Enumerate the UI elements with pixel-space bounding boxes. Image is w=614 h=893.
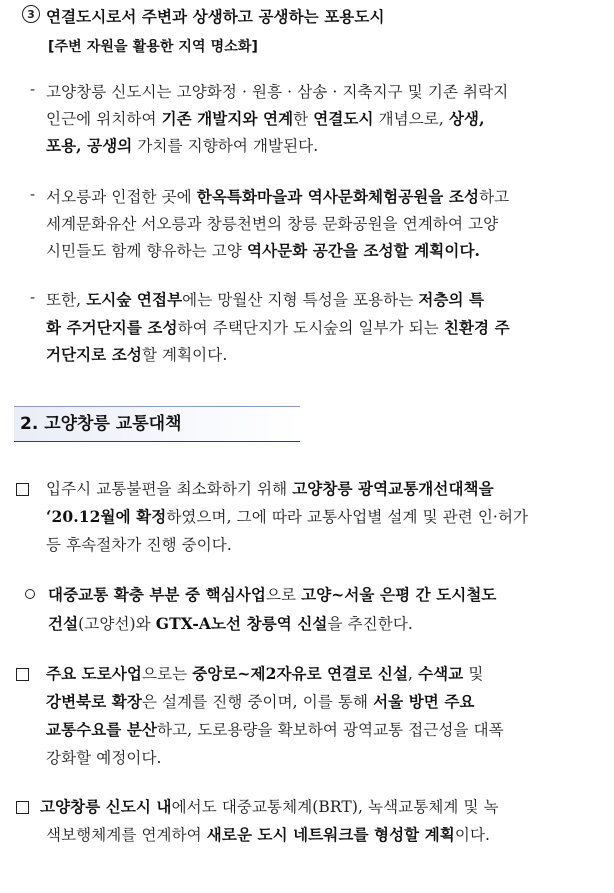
text: 하고, 도로용량을 확보하여 광역교통 접근성을 대폭 — [157, 721, 504, 739]
text: 에는 망월산 지형 특성을 포용하는 — [182, 291, 419, 309]
item-line — [46, 662, 483, 684]
bullet-line — [46, 239, 480, 261]
item-line — [48, 612, 413, 634]
bold-text: 한옥특화마을과 역사문화체험공원을 조성 — [196, 187, 480, 206]
bold-text: ‘20.12월에 확정 — [46, 507, 167, 526]
bullet-line — [46, 134, 318, 156]
section-title: 2. 고양창릉 교통대책 — [20, 414, 182, 434]
square-bullet-icon — [16, 801, 29, 814]
dash-marker: - — [30, 185, 36, 203]
item-line — [46, 746, 162, 768]
text: 한 — [293, 110, 314, 128]
text: 등 후속절차가 진행 중이다. — [46, 536, 232, 554]
bold-text: 화 주거단지를 조성 — [46, 318, 178, 337]
text: 으로는 — [141, 665, 193, 683]
text: 할 계획이다. — [141, 346, 228, 364]
bold-text: 주요 도로사업 — [46, 664, 142, 683]
item-line — [40, 795, 499, 817]
bold-text: 연결도시 — [313, 109, 374, 128]
item-line — [46, 718, 504, 740]
bold-text: 기존 개발지와 연계 — [161, 109, 294, 128]
item-line — [46, 690, 475, 712]
heading-number: 3 — [27, 7, 35, 21]
square-bullet-icon — [16, 483, 29, 496]
bold-text: 저층의 특 — [418, 290, 485, 309]
text: 시민들도 함께 향유하는 고양 — [46, 242, 247, 260]
item-line — [48, 583, 497, 605]
heading-title: 연결도시로서 주변과 상생하고 공생하는 포용도시 — [46, 8, 385, 26]
item-line — [46, 505, 528, 527]
bold-text: 강변북로 확장 — [46, 692, 142, 711]
text: 이다. — [454, 826, 491, 844]
heading-number-circle — [22, 5, 40, 23]
text: 은 설계를 진행 중이며, 이를 통해 — [141, 693, 374, 711]
text: 을 추진한다. — [327, 615, 413, 633]
bold-text: 고양창릉 광역교통개선대책을 — [292, 479, 494, 498]
bold-text: 역사문화 공간을 조성할 계획이다. — [247, 241, 481, 260]
text: 입주시 교통불편을 최소화하기 위해 — [46, 480, 293, 498]
bullet-line — [46, 288, 484, 310]
bold-text: 고양창릉 신도시 내 — [40, 797, 172, 816]
text: 하였으며, 그에 따라 교통사업별 설계 및 관련 인·허가 — [166, 508, 529, 526]
text: 하여 주택단지가 도시숲의 일부가 되는 — [177, 319, 444, 337]
dash-marker: - — [30, 80, 36, 98]
text: 하고 — [479, 188, 510, 206]
text: 으로 — [265, 586, 302, 604]
bold-text: 새로운 도시 네트워크를 형성할 계획 — [206, 825, 455, 844]
bold-text: 교통수요를 분산 — [46, 720, 158, 739]
bullet-line — [46, 343, 227, 365]
text: 인근에 위치하여 — [46, 110, 162, 128]
item-line — [46, 823, 490, 845]
circle-bullet-icon — [25, 589, 35, 599]
dash-marker: - — [30, 288, 36, 306]
bullet-line — [46, 185, 509, 207]
bold-text: 도시숲 연접부 — [86, 290, 183, 309]
text: 고양창릉 신도시는 고양화정 · 원흥 · 삼송 · 지축지구 및 기존 취락지 — [46, 83, 509, 101]
heading-subtitle: [주변 자원을 활용한 지역 명소화] — [48, 39, 259, 55]
text: 개념으로, — [373, 110, 449, 128]
bold-text: GTX-A노선 창릉역 신설 — [155, 614, 328, 633]
text: 또한, — [46, 291, 87, 309]
bold-text: 포용, 공생의 — [46, 136, 133, 155]
text: 와 — [135, 615, 156, 633]
text: , — [408, 665, 419, 683]
text: 서오릉과 인접한 곳에 — [46, 188, 197, 206]
bullet-line — [46, 107, 485, 129]
square-bullet-icon — [16, 668, 29, 681]
bold-text: 거단지로 조성 — [46, 345, 142, 364]
bold-text: 고양~서울 은평 간 도시철도 — [301, 585, 497, 604]
text: 및 — [463, 665, 484, 683]
text: 가치를 지향하여 개발된다. — [132, 137, 319, 155]
bold-text: 서울 방면 주요 — [373, 692, 475, 711]
text: 강화할 예정이다. — [46, 749, 162, 767]
text: 색보행체계를 연계하여 — [46, 826, 207, 844]
text: 세계문화유산 서오릉과 창릉천변의 창릉 문화공원을 연계하여 고양 — [46, 215, 499, 233]
text: (고양선) — [78, 615, 136, 633]
item-line — [46, 533, 232, 555]
item-line — [46, 477, 494, 499]
bold-text: 친환경 주 — [443, 318, 510, 337]
bullet-line — [46, 212, 498, 234]
bold-text: 대중교통 확충 부분 중 핵심사업 — [48, 585, 266, 604]
bold-text: 건설 — [48, 614, 79, 633]
bold-text: 수색교 — [418, 664, 464, 683]
text: 에서도 대중교통체계(BRT), 녹색교통체계 및 녹 — [171, 798, 499, 816]
bold-text: 중앙로~제2자유로 연결로 신설 — [192, 664, 409, 683]
bullet-line — [46, 80, 508, 102]
bullet-line — [46, 316, 510, 338]
bold-text: 상생, — [448, 109, 485, 128]
